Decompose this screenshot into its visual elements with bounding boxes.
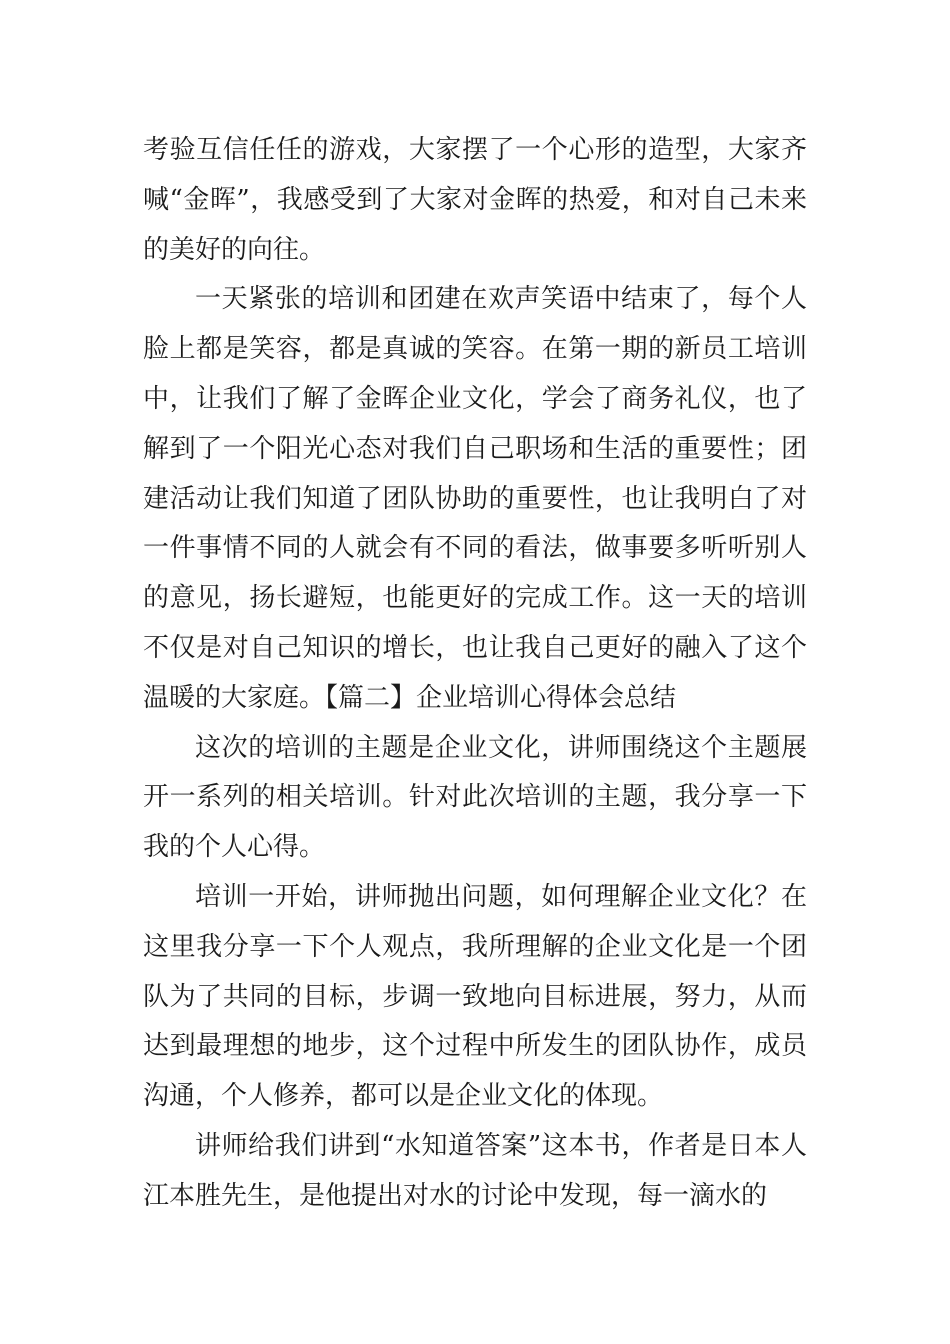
paragraph-4: 培训一开始，讲师抛出问题，如何理解企业文化？在这里我分享一下个人观点，我所理解的企业文化是一个团队为了共同的目标，步调一致地向目标进展，努力，从而达到最理想的地步，这个过程中所发生的团队协作，成员沟通，个人修养，都可以是企业文化的体现。 (143, 881, 807, 1112)
paragraph-3: 这次的培训的主题是企业文化，讲师围绕这个主题展开一系列的相关培训。针对此次培训的主题，我分享一下我的个人心得。 (143, 732, 807, 863)
paragraph-2: 一天紧张的培训和团建在欢声笑语中结束了，每个人脸上都是笑容，都是真诚的笑容。在第一期的新员工培训中，让我们了解了金晖企业文化，学会了商务礼仪，也了解到了一个阳光心态对我们自己职场和生活的重要性；团建活动让我们知道了团队协助的重要性，也让我明白了对一件事情不同的人就会有不同的看法，做事要多听听别人的意见，扬长避短，也能更好的完成工作。这一天的培训不仅是对自己知识的增长，也让我自己更好的融入了这个温暖的大家庭。【篇二】企业培训心得体会总结 (143, 284, 807, 713)
paragraph-5: 讲师给我们讲到“水知道答案”这本书，作者是日本人江本胜先生，是他提出对水的讨论中发现，每一滴水的 (143, 1130, 807, 1211)
body-text (143, 126, 807, 1222)
paragraph-1: 考验互信任任的游戏，大家摆了一个心形的造型，大家齐喊“金晖”，我感受到了大家对金晖的热爱，和对自己未来的美好的向往。 (143, 135, 807, 265)
